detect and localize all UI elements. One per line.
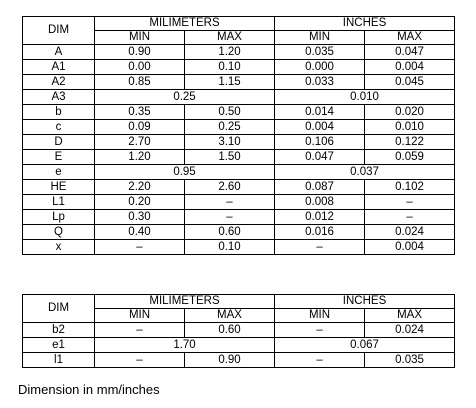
mm-min-cell: 0.00 <box>95 60 185 75</box>
table-row <box>23 60 455 75</box>
mm-max-cell: 0.25 <box>185 120 275 135</box>
mm-nominal-cell: 1.70 <box>95 338 275 353</box>
table-row <box>23 165 455 180</box>
dim-cell: L1 <box>23 195 95 210</box>
in-min-cell: 0.047 <box>275 150 365 165</box>
mm-max-cell: 0.50 <box>185 105 275 120</box>
in-max-cell: 0.024 <box>365 323 455 338</box>
in-max-cell: 0.059 <box>365 150 455 165</box>
header-mm-max: MAX <box>185 309 275 323</box>
in-min-cell: 0.000 <box>275 60 365 75</box>
table-row <box>23 135 455 150</box>
in-max-cell: 0.045 <box>365 75 455 90</box>
mm-max-cell: 2.60 <box>185 180 275 195</box>
mm-max-cell: 0.60 <box>185 225 275 240</box>
in-max-cell: 0.047 <box>365 45 455 60</box>
in-max-cell: 0.004 <box>365 240 455 255</box>
dim-cell: E <box>23 150 95 165</box>
mm-min-cell: 0.09 <box>95 120 185 135</box>
header-inches: INCHES <box>275 295 455 309</box>
dim-cell: e <box>23 165 95 180</box>
header-in-min: MIN <box>275 31 365 45</box>
mm-max-cell: – <box>185 210 275 225</box>
header-mm-min: MIN <box>95 309 185 323</box>
table-row <box>23 338 455 353</box>
dim-cell: x <box>23 240 95 255</box>
dim-cell: b <box>23 105 95 120</box>
in-min-cell: 0.016 <box>275 225 365 240</box>
mm-min-cell: 0.30 <box>95 210 185 225</box>
mm-min-cell: 0.35 <box>95 105 185 120</box>
header-millimeters: MILIMETERS <box>95 295 275 309</box>
in-nominal-cell: 0.067 <box>275 338 455 353</box>
in-min-cell: 0.012 <box>275 210 365 225</box>
mm-max-cell: 0.10 <box>185 60 275 75</box>
in-min-cell: 0.033 <box>275 75 365 90</box>
in-min-cell: – <box>275 353 365 368</box>
table-row <box>23 150 455 165</box>
dim-cell: A3 <box>23 90 95 105</box>
in-max-cell: 0.004 <box>365 60 455 75</box>
in-nominal-cell: 0.010 <box>275 90 455 105</box>
in-min-cell: – <box>275 240 365 255</box>
dimensions-table-main <box>22 16 455 255</box>
in-max-cell: 0.122 <box>365 135 455 150</box>
table-row <box>23 353 455 368</box>
mm-max-cell: 0.90 <box>185 353 275 368</box>
table-row <box>23 210 455 225</box>
mm-min-cell: 1.20 <box>95 150 185 165</box>
dim-cell: Lp <box>23 210 95 225</box>
header-in-max: MAX <box>365 309 455 323</box>
dimensions-table-secondary <box>22 294 455 368</box>
in-max-cell: 0.024 <box>365 225 455 240</box>
in-min-cell: 0.035 <box>275 45 365 60</box>
mm-max-cell: 1.15 <box>185 75 275 90</box>
in-max-cell: 0.020 <box>365 105 455 120</box>
header-mm-min: MIN <box>95 31 185 45</box>
header-dim: DIM <box>23 17 95 45</box>
in-min-cell: 0.014 <box>275 105 365 120</box>
footnote: Dimension in mm/inches <box>18 382 160 397</box>
mm-min-cell: – <box>95 353 185 368</box>
header-in-max: MAX <box>365 31 455 45</box>
mm-max-cell: 0.60 <box>185 323 275 338</box>
mm-nominal-cell: 0.95 <box>95 165 275 180</box>
dim-cell: b2 <box>23 323 95 338</box>
table-row <box>23 105 455 120</box>
dim-cell: e1 <box>23 338 95 353</box>
mm-max-cell: 3.10 <box>185 135 275 150</box>
in-max-cell: 0.102 <box>365 180 455 195</box>
table-row <box>23 180 455 195</box>
mm-min-cell: 2.20 <box>95 180 185 195</box>
mm-max-cell: 1.20 <box>185 45 275 60</box>
dimensions-table-main-body <box>23 45 455 255</box>
in-min-cell: – <box>275 323 365 338</box>
table-row <box>23 45 455 60</box>
table-row <box>23 90 455 105</box>
table-row <box>23 323 455 338</box>
mm-min-cell: 0.40 <box>95 225 185 240</box>
table-row <box>23 195 455 210</box>
in-max-cell: – <box>365 195 455 210</box>
mm-min-cell: – <box>95 240 185 255</box>
dim-cell: c <box>23 120 95 135</box>
dim-cell: HE <box>23 180 95 195</box>
mm-nominal-cell: 0.25 <box>95 90 275 105</box>
in-max-cell: – <box>365 210 455 225</box>
table-row <box>23 240 455 255</box>
in-min-cell: 0.008 <box>275 195 365 210</box>
dim-cell: D <box>23 135 95 150</box>
mm-min-cell: 0.90 <box>95 45 185 60</box>
in-max-cell: 0.035 <box>365 353 455 368</box>
table-row <box>23 225 455 240</box>
header-mm-max: MAX <box>185 31 275 45</box>
mm-max-cell: – <box>185 195 275 210</box>
mm-max-cell: 1.50 <box>185 150 275 165</box>
mm-max-cell: 0.10 <box>185 240 275 255</box>
mm-min-cell: 0.20 <box>95 195 185 210</box>
in-max-cell: 0.010 <box>365 120 455 135</box>
dim-cell: l1 <box>23 353 95 368</box>
mm-min-cell: 2.70 <box>95 135 185 150</box>
table-row <box>23 120 455 135</box>
dim-cell: A2 <box>23 75 95 90</box>
header-inches: INCHES <box>275 17 455 31</box>
header-dim: DIM <box>23 295 95 323</box>
table-row <box>23 75 455 90</box>
dimensions-table-secondary-body <box>23 323 455 368</box>
in-min-cell: 0.106 <box>275 135 365 150</box>
in-nominal-cell: 0.037 <box>275 165 455 180</box>
header-in-min: MIN <box>275 309 365 323</box>
in-min-cell: 0.087 <box>275 180 365 195</box>
in-min-cell: 0.004 <box>275 120 365 135</box>
dim-cell: Q <box>23 225 95 240</box>
dim-cell: A <box>23 45 95 60</box>
mm-min-cell: – <box>95 323 185 338</box>
mm-min-cell: 0.85 <box>95 75 185 90</box>
header-millimeters: MILIMETERS <box>95 17 275 31</box>
dim-cell: A1 <box>23 60 95 75</box>
